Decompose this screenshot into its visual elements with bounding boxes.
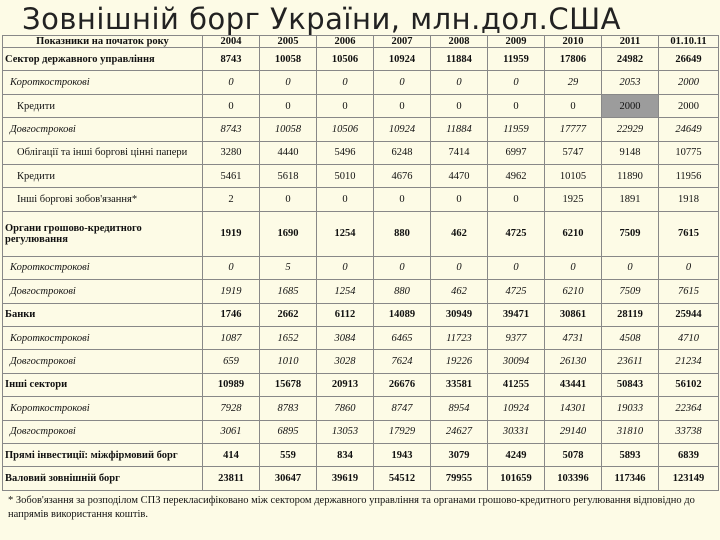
row-label: Довгострокові (3, 118, 203, 141)
table-cell: 2000 (659, 94, 719, 117)
table-cell: 5010 (317, 165, 374, 188)
table-cell: 11884 (431, 118, 488, 141)
table-cell: 4440 (260, 141, 317, 164)
table-cell: 30861 (545, 303, 602, 326)
table-row (3, 443, 719, 466)
table-cell: 0 (203, 256, 260, 279)
table-cell: 6839 (659, 443, 719, 466)
table-cell: 33581 (431, 373, 488, 396)
table-cell: 1685 (260, 280, 317, 303)
table-body (3, 48, 719, 491)
table-cell: 6895 (260, 420, 317, 443)
row-label: Довгострокові (3, 350, 203, 373)
table-cell: 24982 (602, 48, 659, 71)
table-cell: 0 (431, 256, 488, 279)
table-cell: 30094 (488, 350, 545, 373)
table-cell: 6210 (545, 280, 602, 303)
table-row (3, 188, 719, 211)
row-label: Кредити (3, 165, 203, 188)
row-label: Кредити (3, 94, 203, 117)
table-cell: 39471 (488, 303, 545, 326)
table-cell: 30647 (260, 467, 317, 491)
table-cell: 19226 (431, 350, 488, 373)
table-cell: 30949 (431, 303, 488, 326)
table-cell: 31810 (602, 420, 659, 443)
header-year: 2004 (203, 36, 260, 48)
table-cell: 20913 (317, 373, 374, 396)
table-cell: 7509 (602, 211, 659, 256)
row-label: Короткострокові (3, 71, 203, 94)
table-cell: 23811 (203, 467, 260, 491)
table-cell: 4725 (488, 211, 545, 256)
external-debt-table (2, 35, 719, 491)
header-year: 2008 (431, 36, 488, 48)
table-cell: 15678 (260, 373, 317, 396)
table-cell: 1943 (374, 443, 431, 466)
table-cell: 50843 (602, 373, 659, 396)
table-cell: 0 (659, 256, 719, 279)
table-cell: 1925 (545, 188, 602, 211)
row-label: Інші сектори (3, 373, 203, 396)
table-cell: 19033 (602, 397, 659, 420)
table-cell: 24627 (431, 420, 488, 443)
table-cell: 10989 (203, 373, 260, 396)
table-cell: 1918 (659, 188, 719, 211)
table-cell: 11956 (659, 165, 719, 188)
table-row (3, 211, 719, 256)
table-cell: 559 (260, 443, 317, 466)
table-cell: 462 (431, 211, 488, 256)
header-year: 2007 (374, 36, 431, 48)
table-cell: 56102 (659, 373, 719, 396)
table-cell: 28119 (602, 303, 659, 326)
table-cell: 1746 (203, 303, 260, 326)
table-cell: 1652 (260, 326, 317, 349)
header-year: 2005 (260, 36, 317, 48)
table-cell: 2000 (659, 71, 719, 94)
table-cell: 7509 (602, 280, 659, 303)
table-cell: 0 (545, 256, 602, 279)
table-cell: 1919 (203, 280, 260, 303)
table-cell: 10924 (374, 118, 431, 141)
table-row (3, 303, 719, 326)
table-cell: 0 (317, 256, 374, 279)
row-label: Короткострокові (3, 397, 203, 420)
table-cell: 1891 (602, 188, 659, 211)
table-cell: 0 (431, 188, 488, 211)
table-cell: 0 (260, 71, 317, 94)
table-cell: 9377 (488, 326, 545, 349)
table-cell: 0 (374, 94, 431, 117)
table-cell: 0 (488, 94, 545, 117)
table-cell: 0 (488, 256, 545, 279)
row-label: Інші боргові зобов'язання* (3, 188, 203, 211)
table-row (3, 326, 719, 349)
header-year: 2006 (317, 36, 374, 48)
table-cell: 0 (374, 256, 431, 279)
table-cell: 4725 (488, 280, 545, 303)
footnote: * Зобов'язання за розподілом СПЗ перекласифіковано між сектором державного управління та органами грошово-кредитного регулювання відповідно до напрямів використання коштів. (8, 495, 695, 520)
table-cell: 1919 (203, 211, 260, 256)
table-cell: 5747 (545, 141, 602, 164)
table-cell: 7615 (659, 280, 719, 303)
table-cell: 25944 (659, 303, 719, 326)
table-cell: 5496 (317, 141, 374, 164)
table-row (3, 165, 719, 188)
table-row (3, 94, 719, 117)
row-label: Короткострокові (3, 326, 203, 349)
table-cell: 41255 (488, 373, 545, 396)
table-cell: 3079 (431, 443, 488, 466)
table-cell: 10058 (260, 118, 317, 141)
table-cell: 880 (374, 280, 431, 303)
table-cell: 7928 (203, 397, 260, 420)
table-cell: 4470 (431, 165, 488, 188)
table-cell: 3061 (203, 420, 260, 443)
table-cell: 22364 (659, 397, 719, 420)
table-cell: 4962 (488, 165, 545, 188)
table-cell: 23611 (602, 350, 659, 373)
table-cell: 54512 (374, 467, 431, 491)
table-cell: 0 (203, 71, 260, 94)
table-cell: 29140 (545, 420, 602, 443)
table-row (3, 420, 719, 443)
table-cell: 26130 (545, 350, 602, 373)
header-year: 2010 (545, 36, 602, 48)
table-cell: 0 (260, 94, 317, 117)
header-year: 2011 (602, 36, 659, 48)
table-cell: 2000 (602, 94, 659, 117)
table-cell: 4731 (545, 326, 602, 349)
table-row (3, 118, 719, 141)
table-cell: 26649 (659, 48, 719, 71)
table-cell: 21234 (659, 350, 719, 373)
table-cell: 8747 (374, 397, 431, 420)
table-cell: 0 (317, 71, 374, 94)
table-row (3, 280, 719, 303)
table-cell: 0 (260, 188, 317, 211)
table-header-row (3, 36, 719, 48)
table-cell: 13053 (317, 420, 374, 443)
table-cell: 5893 (602, 443, 659, 466)
table-cell: 1087 (203, 326, 260, 349)
table-row (3, 350, 719, 373)
row-label: Валовий зовнішній борг (3, 467, 203, 491)
table-cell: 8743 (203, 118, 260, 141)
table-cell: 0 (317, 188, 374, 211)
table-cell: 8783 (260, 397, 317, 420)
table-cell: 103396 (545, 467, 602, 491)
table-cell: 462 (431, 280, 488, 303)
table-cell: 29 (545, 71, 602, 94)
table-cell: 123149 (659, 467, 719, 491)
table-cell: 11884 (431, 48, 488, 71)
table-cell: 14089 (374, 303, 431, 326)
table-row (3, 397, 719, 420)
table-cell: 0 (431, 94, 488, 117)
header-year: 01.10.11 (659, 36, 719, 48)
table-cell: 24649 (659, 118, 719, 141)
table-cell: 0 (203, 94, 260, 117)
row-label: Облігації та інші боргові цінні папери (3, 141, 203, 164)
table-cell: 659 (203, 350, 260, 373)
table-row (3, 71, 719, 94)
table-cell: 17806 (545, 48, 602, 71)
table-cell: 10506 (317, 118, 374, 141)
table-cell: 0 (374, 188, 431, 211)
table-row (3, 373, 719, 396)
table-cell: 6465 (374, 326, 431, 349)
table-cell: 2 (203, 188, 260, 211)
table-cell: 11959 (488, 118, 545, 141)
table-cell: 1254 (317, 211, 374, 256)
table-cell: 4249 (488, 443, 545, 466)
table-cell: 17777 (545, 118, 602, 141)
table-cell: 2662 (260, 303, 317, 326)
table-cell: 3084 (317, 326, 374, 349)
table-cell: 10506 (317, 48, 374, 71)
table-cell: 3028 (317, 350, 374, 373)
table-cell: 8743 (203, 48, 260, 71)
table-row (3, 48, 719, 71)
table-cell: 1254 (317, 280, 374, 303)
table-cell: 26676 (374, 373, 431, 396)
row-label: Довгострокові (3, 420, 203, 443)
table-cell: 0 (545, 94, 602, 117)
table-row (3, 141, 719, 164)
page-title: Зовнішній борг України, млн.дол.США (22, 2, 621, 36)
table-cell: 414 (203, 443, 260, 466)
table-cell: 4710 (659, 326, 719, 349)
table-cell: 5618 (260, 165, 317, 188)
table-cell: 10775 (659, 141, 719, 164)
table-cell: 1690 (260, 211, 317, 256)
row-label: Сектор державного управління (3, 48, 203, 71)
row-label: Короткострокові (3, 256, 203, 279)
row-label: Прямі інвестиції: міжфірмовий борг (3, 443, 203, 466)
table-cell: 7624 (374, 350, 431, 373)
table-cell: 10924 (488, 397, 545, 420)
table-cell: 3280 (203, 141, 260, 164)
table-cell: 0 (488, 71, 545, 94)
table-cell: 0 (488, 188, 545, 211)
table-cell: 5078 (545, 443, 602, 466)
table-cell: 0 (602, 256, 659, 279)
table-cell: 8954 (431, 397, 488, 420)
table-cell: 79955 (431, 467, 488, 491)
table-cell: 11723 (431, 326, 488, 349)
table-cell: 39619 (317, 467, 374, 491)
table-cell: 7860 (317, 397, 374, 420)
header-label: Показники на початок року (3, 36, 203, 48)
table-cell: 6997 (488, 141, 545, 164)
table-cell: 7414 (431, 141, 488, 164)
table-cell: 5461 (203, 165, 260, 188)
row-label: Органи грошово-кредитного регулювання (3, 211, 203, 256)
table-cell: 0 (317, 94, 374, 117)
table-cell: 6112 (317, 303, 374, 326)
table-row (3, 256, 719, 279)
table-cell: 5 (260, 256, 317, 279)
table-cell: 43441 (545, 373, 602, 396)
table-cell: 880 (374, 211, 431, 256)
table-cell: 117346 (602, 467, 659, 491)
table-cell: 17929 (374, 420, 431, 443)
table-cell: 1010 (260, 350, 317, 373)
table-cell: 11959 (488, 48, 545, 71)
header-year: 2009 (488, 36, 545, 48)
table-cell: 101659 (488, 467, 545, 491)
row-label: Банки (3, 303, 203, 326)
table-cell: 2053 (602, 71, 659, 94)
table-cell: 22929 (602, 118, 659, 141)
table-cell: 10058 (260, 48, 317, 71)
table-cell: 834 (317, 443, 374, 466)
table-cell: 10105 (545, 165, 602, 188)
table-cell: 7615 (659, 211, 719, 256)
table-cell: 30331 (488, 420, 545, 443)
table-cell: 0 (431, 71, 488, 94)
table-cell: 14301 (545, 397, 602, 420)
table-cell: 6210 (545, 211, 602, 256)
table-row (3, 467, 719, 491)
table-cell: 0 (374, 71, 431, 94)
table-cell: 4676 (374, 165, 431, 188)
table-cell: 4508 (602, 326, 659, 349)
table-cell: 11890 (602, 165, 659, 188)
table-cell: 10924 (374, 48, 431, 71)
table-cell: 6248 (374, 141, 431, 164)
table-cell: 33738 (659, 420, 719, 443)
row-label: Довгострокові (3, 280, 203, 303)
table-cell: 9148 (602, 141, 659, 164)
